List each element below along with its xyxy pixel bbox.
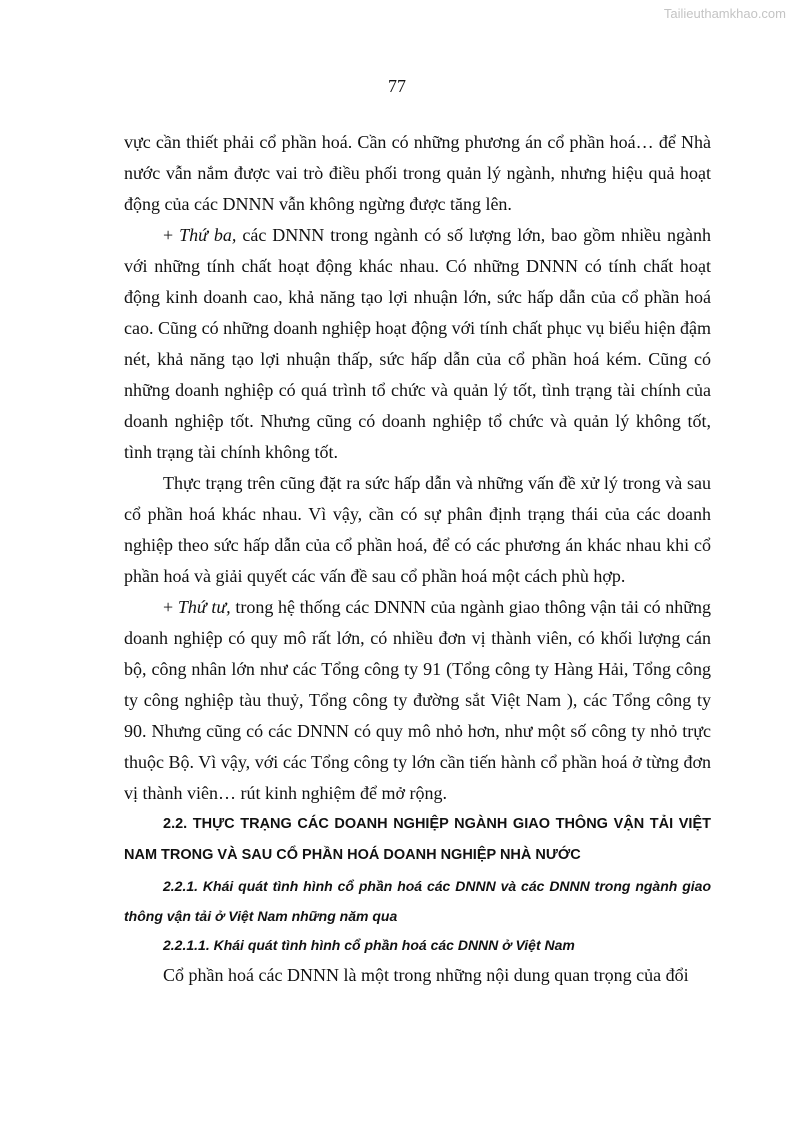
paragraph-thuc-trang: Thực trạng trên cũng đặt ra sức hấp dẫn và những vấn đề xử lý trong và sau cổ phần hoá khác nhau. Vì vậy, cần có sự phân định trạng thái của các doanh nghiệp theo sức hấp dẫn của cổ phần hoá, để có các phương án khác nhau khi cổ phần hoá và giải quyết các vấn đề sau cổ phần hoá một cách phù hợp. — [124, 473, 711, 586]
section-heading-2-2: 2.2. THỰC TRẠNG CÁC DOANH NGHIỆP NGÀNH GIAO THÔNG VẬN TẢI VIỆT NAM TRONG VÀ SAU CỔ PHẦN HOÁ DOANH NGHIỆP NHÀ NƯỚC — [124, 816, 711, 863]
paragraph-text: các DNNN trong ngành có số lượng lớn, bao gồm nhiều ngành với những tính chất hoạt động khác nhau. Có những DNNN có tính chất hoạt động kinh doanh cao, khả năng tạo lợi nhuận lớn, sức hấp dẫn của cổ phần hoá cao. Cũng có những doanh nghiệp hoạt động với tính chất phục vụ biểu hiện đậm nét, khả năng tạo lợi nhuận thấp, sức hấp dẫn của cổ phần hoá kém. Cũng có những doanh nghiệp có quá trình tổ chức và quản lý tốt, tình trạng tài chính của doanh nghiệp tốt. Nhưng cũng có doanh nghiệp tổ chức và quản lý không tốt, tình trạng tài chính không tốt. — [124, 225, 711, 462]
paragraph-text: trong hệ thống các DNNN của ngành giao thông vận tải có những doanh nghiệp có quy mô rất lớn, có nhiều đơn vị thành viên, có khối lượng cán bộ, công nhân lớn như các Tổng công ty 91 (Tổng công ty Hàng Hải, Tổng công ty công nghiệp tàu thuỷ, Tổng công ty đường sắt Việt Nam ), các Tổng công ty 90. Nhưng cũng có các DNNN có quy mô nhỏ hơn, như một số công ty nhỏ trực thuộc Bộ. Vì vậy, với các Tổng công ty lớn cần tiến hành cổ phần hoá ở từng đơn vị thành viên… rút kinh nghiệm để mở rộng. — [124, 597, 711, 803]
watermark: Tailieuthamkhao.com — [663, 6, 786, 21]
paragraph-lead-in: Thứ tư, — [177, 597, 231, 617]
paragraph-thu-ba — [124, 220, 711, 468]
bullet-prefix: + — [163, 597, 178, 617]
page-number: 77 — [388, 76, 406, 96]
section-heading-2-2-1-1: 2.2.1.1. Khái quát tình hình cổ phần hoá các DNNN ở Việt Nam — [163, 937, 575, 953]
paragraph-thu-tu — [124, 592, 711, 809]
bullet-prefix: + — [163, 225, 180, 245]
document-body — [124, 127, 711, 991]
paragraph-intro: Cổ phần hoá các DNNN là một trong những nội dung quan trọng của đổi — [163, 965, 689, 985]
section-heading-2-2-1: 2.2.1. Khái quát tình hình cổ phần hoá các DNNN và các DNNN trong ngành giao thông vận tải ở Việt Nam những năm qua — [124, 878, 711, 924]
paragraph-continuation: vực cần thiết phải cổ phần hoá. Cần có những phương án cổ phần hoá… để Nhà nước vẫn nắm được vai trò điều phối trong quản lý ngành, nhưng hiệu quả hoạt động của các DNNN vẫn không ngừng được tăng lên. — [124, 132, 711, 214]
paragraph-lead-in: Thứ ba, — [179, 225, 237, 245]
